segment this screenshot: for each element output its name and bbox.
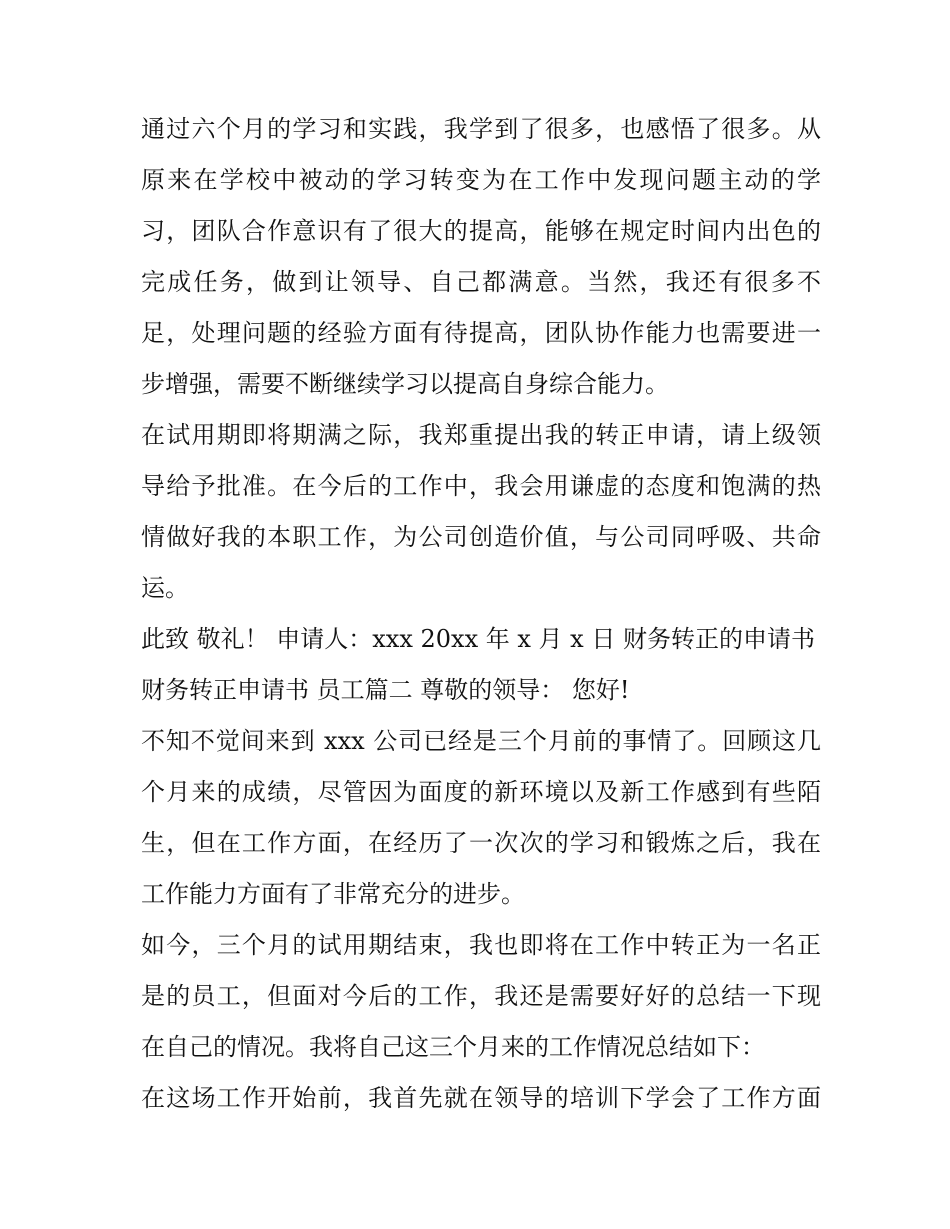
paragraph-line: 在自己的情况。我将自己这三个月来的工作情况总结如下：: [141, 1033, 765, 1061]
paragraph-line: 此致 敬礼！ 申请人：xxx 20xx 年 x 月 x 日 财务转正的申请书: [141, 625, 815, 653]
paragraph-line: 如今，三个月的试用期结束，我也即将在工作中转正为一名正: [141, 931, 821, 959]
paragraph-line: 财务转正申请书 员工篇二 尊敬的领导： 您好!: [141, 676, 630, 704]
paragraph-line: 不知不觉间来到 xxx 公司已经是三个月前的事情了。回顾这几: [141, 727, 821, 755]
paragraph-line: 个月来的成绩，尽管因为面度的新环境以及新工作感到有些陌: [141, 778, 821, 806]
paragraph-line: 通过六个月的学习和实践，我学到了很多，也感悟了很多。从: [141, 115, 821, 143]
paragraph-line: 足，处理问题的经验方面有待提高，团队协作能力也需要进一: [141, 319, 821, 347]
paragraph-line: 在这场工作开始前，我首先就在领导的培训下学会了工作方面: [141, 1084, 821, 1112]
paragraph-line: 导给予批准。在今后的工作中，我会用谦虚的态度和饱满的热: [141, 472, 821, 500]
paragraph-line: 是的员工，但面对今后的工作，我还是需要好好的总结一下现: [141, 982, 821, 1010]
paragraph-line: 情做好我的本职工作，为公司创造价值，与公司同呼吸、共命: [141, 523, 821, 551]
paragraph-line: 原来在学校中被动的学习转变为在工作中发现问题主动的学: [141, 166, 821, 194]
paragraph-line: 在试用期即将期满之际，我郑重提出我的转正申请，请上级领: [141, 421, 821, 449]
paragraph-line: 生，但在工作方面，在经历了一次次的学习和锻炼之后，我在: [141, 829, 821, 857]
paragraph-line: 步增强，需要不断继续学习以提高自身综合能力。: [141, 370, 669, 398]
paragraph-line: 完成任务，做到让领导、自己都满意。当然，我还有很多不: [141, 268, 821, 296]
paragraph-line: 运。: [141, 574, 189, 602]
paragraph-line: 习，团队合作意识有了很大的提高，能够在规定时间内出色的: [141, 217, 821, 245]
paragraph-line: 工作能力方面有了非常充分的进步。: [141, 880, 525, 908]
